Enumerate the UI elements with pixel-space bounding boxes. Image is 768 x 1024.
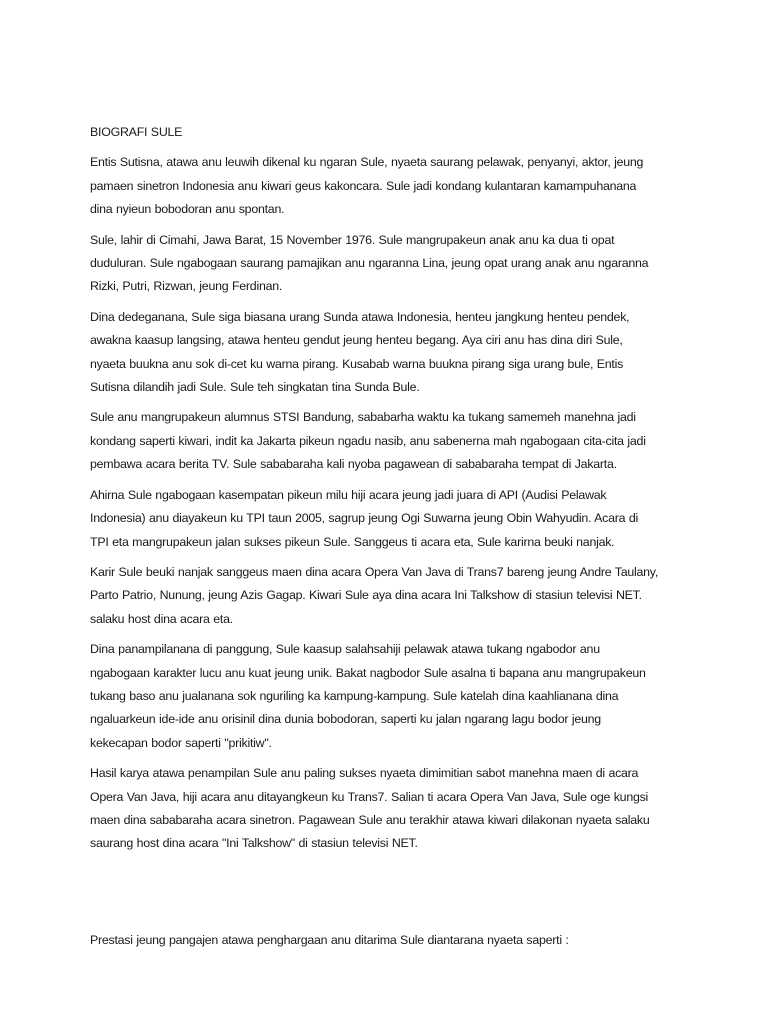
paragraph-appearance: [90, 306, 690, 400]
text-line: Sule anu mangrupakeun alumnus STSI Bandung, sababarha waktu ka tukang samemeh manehna jadi: [90, 410, 636, 425]
text-line: Prestasi jeung pangajen atawa penghargaan anu ditarima Sule diantarana nyaeta saperti :: [90, 932, 569, 947]
text-line: Ahirna Sule ngabogaan kasempatan pikeun milu hiji acara jeung jadi juara di API (Audisi Pelawak: [90, 487, 607, 502]
text-line: Rizki, Putri, Rizwan, jeung Ferdinan.: [90, 279, 283, 294]
text-line: awakna kaasup langsing, atawa henteu gendut jeung henteu begang. Aya ciri anu has dina diri Sule,: [90, 333, 623, 348]
paragraph-intro: [90, 151, 690, 221]
text-line: dina nyieun bobodoran anu spontan.: [90, 202, 285, 217]
paragraph-birth: [90, 229, 690, 299]
text-line: duduluran. Sule ngabogaan saurang pamajikan anu ngaranna Lina, jeung opat urang anak anu ngaranna: [90, 256, 649, 271]
text-line: Hasil karya atawa penampilan Sule anu paling sukses nyaeta dimimitian sabot manehna maen di acara: [90, 766, 639, 781]
paragraph-stage: [90, 638, 690, 755]
text-line: saurang host dina acara "Ini Talkshow" di stasiun televisi NET.: [90, 836, 418, 851]
text-line: Sule, lahir di Cimahi, Jawa Barat, 15 November 1976. Sule mangrupakeun anak anu ka dua ti opat: [90, 232, 615, 247]
text-line: tukang baso anu jualanana sok nguriling ka kampung-kampung. Sule katelah dina kaahlianana dina: [90, 688, 619, 703]
paragraph-career: [90, 561, 690, 631]
document-title: BIOGRAFI SULE: [90, 125, 183, 139]
text-line: TPI eta mangrupakeun jalan sukses pikeun Sule. Sanggeus ti acara eta, Sule karirna beuki nanjak.: [90, 534, 615, 549]
text-line: Indonesia) anu diayakeun ku TPI taun 2005, sagrup jeung Ogi Suwarna jeung Obin Wahyudin. Acara di: [90, 511, 638, 526]
text-line: Sutisna dilandih jadi Sule. Sule teh singkatan tina Sunda Bule.: [90, 380, 420, 395]
text-line: Dina dedeganana, Sule siga biasana urang Sunda atawa Indonesia, henteu jangkung henteu pendek,: [90, 309, 630, 324]
text-line: kekecapan bodor saperti "prikitiw".: [90, 735, 272, 750]
text-line: Entis Sutisna, atawa anu leuwih dikenal ku ngaran Sule, nyaeta saurang pelawak, penyanyi, aktor, jeung: [90, 155, 644, 170]
text-line: pamaen sinetron Indonesia anu kiwari geus kakoncara. Sule jadi kondang kulantaran kamampuhanana: [90, 178, 637, 193]
text-line: maen dina sababaraha acara sinetron. Pagawean Sule anu terakhir atawa kiwari dilakonan nyaeta salaku: [90, 812, 650, 827]
text-line: salaku host dina acara eta.: [90, 611, 233, 626]
text-line: nyaeta buukna anu sok di-cet ku warna pirang. Kusabab warna buukna pirang siga urang bule, Entis: [90, 356, 624, 371]
paragraph-works: [90, 762, 690, 856]
text-line: Karir Sule beuki nanjak sanggeus maen dina acara Opera Van Java di Trans7 bareng jeung Andre Taulany,: [90, 564, 659, 579]
blank-space: [90, 863, 690, 929]
paragraph-education: [90, 406, 690, 476]
text-line: kondang saperti kiwari, indit ka Jakarta pikeun ngadu nasib, anu sabenerna mah ngabogaan cita-cita jadi: [90, 433, 646, 448]
paragraph-achievements: [90, 929, 690, 952]
text-line: Dina panampilanana di panggung, Sule kaasup salahsahiji pelawak atawa tukang ngabodor anu: [90, 642, 600, 657]
text-line: Opera Van Java, hiji acara anu ditayangkeun ku Trans7. Salian ti acara Opera Van Java, Sule oge kungsi: [90, 789, 649, 804]
paragraph-api: [90, 484, 690, 554]
text-line: Parto Patrio, Nunung, jeung Azis Gagap. Kiwari Sule aya dina acara Ini Talkshow di stasiun televisi NET.: [90, 588, 642, 603]
text-line: ngaluarkeun ide-ide anu orisinil dina dunia bobodoran, saperti ku jalan ngarang lagu bodor jeung: [90, 712, 601, 727]
text-line: ngabogaan karakter lucu anu kuat jeung unik. Bakat nagbodor Sule asalna ti bapana anu mangrupakeun: [90, 665, 646, 680]
document-body: [90, 121, 690, 959]
text-line: pembawa acara berita TV. Sule sababaraha kali nyoba pagawean di sababaraha tempat di Jakarta.: [90, 457, 617, 472]
